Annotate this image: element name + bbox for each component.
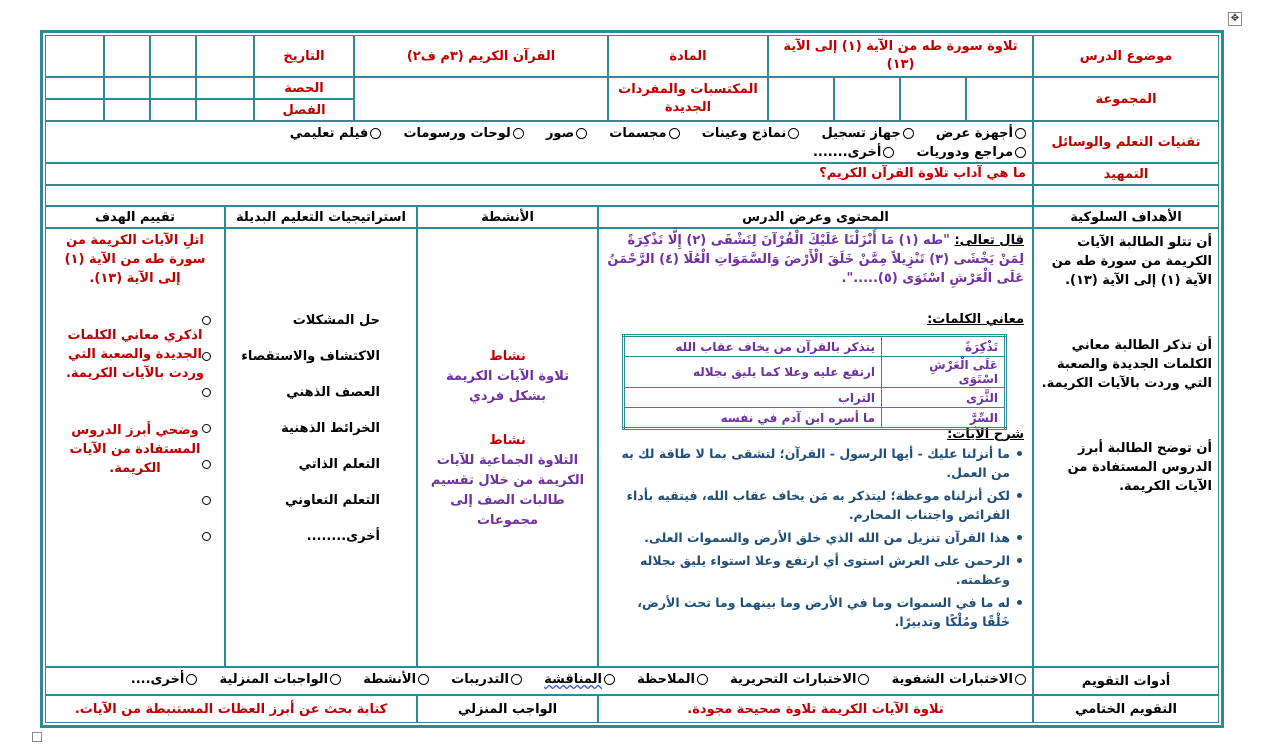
meanings-label: معاني الكلمات:: [927, 312, 1024, 327]
strategy-item[interactable]: حل المشكلات: [226, 313, 380, 328]
homework-value[interactable]: كتابة بحث عن أبرز العظات المستنبطة من الآيات.: [45, 695, 417, 723]
group-cell[interactable]: [768, 77, 834, 121]
tech-options: [45, 121, 1033, 163]
tech-option[interactable]: نماذج وعينات: [702, 124, 800, 143]
tech-option[interactable]: مراجع ودوريات: [916, 143, 1026, 162]
date-cell[interactable]: [196, 35, 254, 77]
acquired-label: المكتسبات والمفردات الجديدة: [608, 77, 768, 121]
objectives-header: الأهداف السلوكية: [1033, 206, 1219, 228]
verse-block: [607, 231, 1024, 288]
tool-option[interactable]: الواجبات المنزلية: [220, 672, 342, 687]
vocab-table: [622, 334, 1007, 430]
strategy-item[interactable]: الاكتشاف والاستقصاء: [226, 349, 380, 364]
table-row: [624, 408, 1006, 429]
table-row: [624, 388, 1006, 408]
tech-option[interactable]: جهاز تسجيل: [821, 124, 913, 143]
radio-circle-icon: [370, 128, 381, 139]
final-assessment-value[interactable]: تلاوة الآيات الكريمة تلاوة صحيحة مجودة.: [598, 695, 1033, 723]
tool-option[interactable]: الاختبارات الشفوية: [892, 672, 1026, 687]
strategies-header: استراتيجيات التعليم البديلة: [225, 206, 417, 228]
tech-option[interactable]: صور: [546, 124, 587, 143]
strategy-item[interactable]: أخرى........: [226, 529, 380, 544]
class-cell[interactable]: [196, 99, 254, 121]
period-label: الحصة: [254, 77, 354, 99]
period-cell[interactable]: [196, 77, 254, 99]
intro-label: التمهيد: [1033, 163, 1219, 185]
subject-label: المادة: [608, 35, 768, 77]
table-row: [624, 336, 1006, 357]
radio-circle-icon: [604, 674, 615, 685]
objective-item: أن تذكر الطالبة معاني الكلمات الجديدة والصعبة التي وردت بالآيات الكريمة.: [1041, 338, 1212, 391]
activity-block: [428, 431, 587, 531]
vocab-meaning: التراب: [624, 388, 882, 408]
date-cell[interactable]: [104, 35, 150, 77]
activity-title: نشاط: [489, 349, 526, 364]
explain-label: شرح الآيات:: [947, 427, 1024, 442]
lesson-topic-value[interactable]: تلاوة سورة طه من الآية (١) إلى الآية (١٣): [768, 35, 1033, 77]
tools-options: [45, 667, 1033, 695]
radio-circle-icon: [788, 128, 799, 139]
radio-circle-icon: [883, 147, 894, 158]
objective-item: أن توضح الطالبة أبرز الدروس المستفادة من الآيات الكريمة.: [1067, 441, 1212, 494]
verse-intro: قال تعالى:: [954, 233, 1024, 248]
radio-circle-icon: [511, 674, 522, 685]
activity-text: تلاوة الآيات الكريمة بشكل فردي: [446, 369, 569, 404]
assessment-header: تقييم الهدف: [45, 206, 225, 228]
radio-circle-icon: [858, 674, 869, 685]
period-cell[interactable]: [104, 77, 150, 99]
table-move-handle-icon[interactable]: ✥: [1228, 12, 1242, 26]
final-assessment-label: التقويم الختامي: [1033, 695, 1219, 723]
tech-option[interactable]: مجسمات: [609, 124, 679, 143]
group-cell[interactable]: [966, 77, 1033, 121]
period-cell[interactable]: [150, 77, 196, 99]
vocab-word: عَلَى الْعَرْشِ اسْتَوَى: [882, 357, 1006, 388]
radio-circle-icon: [1015, 128, 1026, 139]
radio-circle-icon: [330, 674, 341, 685]
tools-label: أدوات التقويم: [1033, 667, 1219, 695]
explanation-item: ما أنزلنا عليك - أيها الرسول - القرآن؛ لتشقى بما لا طاقة لك به من العمل.: [607, 444, 1010, 482]
date-label: التاريخ: [254, 35, 354, 77]
objectives-cell: [1033, 228, 1219, 667]
tech-option[interactable]: فيلم تعليمي: [290, 124, 382, 143]
activity-block: [428, 347, 587, 407]
radio-circle-icon: [576, 128, 587, 139]
date-cell[interactable]: [45, 35, 104, 77]
radio-circle-icon: [1015, 674, 1026, 685]
tool-option[interactable]: أخرى....: [131, 672, 198, 687]
table-resize-handle-icon[interactable]: [32, 732, 42, 742]
tech-option[interactable]: لوحات ورسومات: [403, 124, 523, 143]
subject-value[interactable]: القرآن الكريم (٣م ف٢): [354, 35, 608, 77]
activity-text: التلاوة الجماعية للآيات الكريمة من خلال تقسيم طالبات الصف إلى مجموعات: [430, 453, 585, 528]
vocab-word: الثَّرَى: [882, 388, 1006, 408]
tool-option[interactable]: المناقشة: [544, 672, 615, 687]
tech-option[interactable]: أجهزة عرض: [936, 124, 1026, 143]
activities-header: الأنشطة: [417, 206, 598, 228]
strategy-item[interactable]: التعلم الذاتي: [226, 457, 380, 472]
strategy-item[interactable]: التعلم التعاوني: [226, 493, 380, 508]
intro-question[interactable]: ما هي آداب تلاوة القرآن الكريم؟: [45, 163, 1033, 185]
radio-circle-icon: [513, 128, 524, 139]
explanation-item: لكن أنزلناه موعظة؛ ليتذكر به مَن يخاف عقاب الله، فيتقيه بأداء الفرائض واجتناب المحارم.: [607, 486, 1010, 524]
verse-text: "طه (١) مَا أَنْزَلْنَا عَلَيْكَ الْقُرْآنَ لِتَشْقَى (٢) إِلَّا تَذْكِرَةً لِمَنْ يَخْشَى (٣) تَنْزِيلاً مِمَّنْ خَلَقَ الْأَرْضَ وَالسَّمَوَاتِ الْعُلَا (٤) الرَّحْمَنُ عَلَى الْعَرْشِ اسْتَوَى (٥).....".: [607, 233, 1024, 286]
homework-label: الواجب المنزلي: [417, 695, 598, 723]
tool-option[interactable]: الملاحظة: [637, 672, 708, 687]
tool-option[interactable]: التدريبات: [451, 672, 522, 687]
radio-circle-icon: [186, 674, 197, 685]
radio-circle-icon: [1015, 147, 1026, 158]
tool-option[interactable]: الأنشطة: [363, 672, 429, 687]
strategies-cell: [225, 228, 417, 667]
activity-title: نشاط: [489, 433, 526, 448]
explanation-item: له ما في السموات وما في الأرض وما بينهما وما تحت الأرض، خَلْقًا ومُلْكًا وتدبيرًا.: [607, 593, 1010, 631]
tech-label: تقنيات التعلم والوسائل: [1033, 121, 1219, 163]
radio-circle-icon: [697, 674, 708, 685]
group-label: المجموعة: [1033, 77, 1219, 121]
vocab-meaning: ما أسره ابن آدم في نفسه: [624, 408, 882, 429]
tech-option[interactable]: أخرى.......: [813, 143, 894, 162]
vocab-meaning: يتذكر بالقرآن من يخاف عقاب الله: [624, 336, 882, 357]
assessment-item: اتلِ الآيات الكريمة من سورة طه من الآية (١) إلى الآية (١٣).: [64, 233, 206, 286]
explanations-list: [607, 444, 1024, 631]
explanation-item: هذا القرآن تنزيل من الله الذي خلق الأرض والسموات العلى.: [607, 528, 1010, 547]
blank-cell: [1033, 185, 1219, 206]
content-header: المحتوى وعرض الدرس: [598, 206, 1033, 228]
strategy-item[interactable]: الخرائط الذهنية: [226, 421, 380, 436]
assessment-item: اذكري معاني الكلمات الجديدة والصعبة التي وردت بالآيات الكريمة.: [65, 328, 205, 381]
date-cell[interactable]: [150, 35, 196, 77]
class-cell[interactable]: [150, 99, 196, 121]
objective-item: أن تتلو الطالبة الآيات الكريمة من سورة طه من الآية (١) إلى الآية (١٣).: [1051, 235, 1212, 288]
assessment-item: وضحي أبرز الدروس المستفادة من الآيات الكريمة.: [69, 423, 201, 476]
vocab-word: السِّرَّ: [882, 408, 1006, 429]
explanation-item: الرحمن على العرش استوى أي ارتفع وعلا استواء يليق بجلاله وعظمته.: [607, 551, 1010, 589]
vocab-word: تَذْكِرَةً: [882, 336, 1006, 357]
group-cell[interactable]: [900, 77, 966, 121]
content-cell: [598, 228, 1033, 667]
strategy-item[interactable]: العصف الذهني: [226, 385, 380, 400]
strategies-list: [226, 313, 380, 544]
tool-option[interactable]: الاختبارات التحريرية: [730, 672, 869, 687]
radio-circle-icon: [903, 128, 914, 139]
acquired-value[interactable]: [354, 77, 608, 121]
blank-cell: [45, 185, 1033, 206]
table-row: [624, 357, 1006, 388]
class-label: الفصل: [254, 99, 354, 121]
radio-circle-icon: [418, 674, 429, 685]
period-cell[interactable]: [45, 77, 104, 99]
vocab-meaning: ارتفع عليه وعلا كما يليق بجلاله: [624, 357, 882, 388]
activities-cell: [417, 228, 598, 667]
lesson-topic-label: موضوع الدرس: [1033, 35, 1219, 77]
assessment-cell: [45, 228, 225, 667]
class-cell[interactable]: [104, 99, 150, 121]
radio-circle-icon: [669, 128, 680, 139]
class-cell[interactable]: [45, 99, 104, 121]
group-cell[interactable]: [834, 77, 900, 121]
